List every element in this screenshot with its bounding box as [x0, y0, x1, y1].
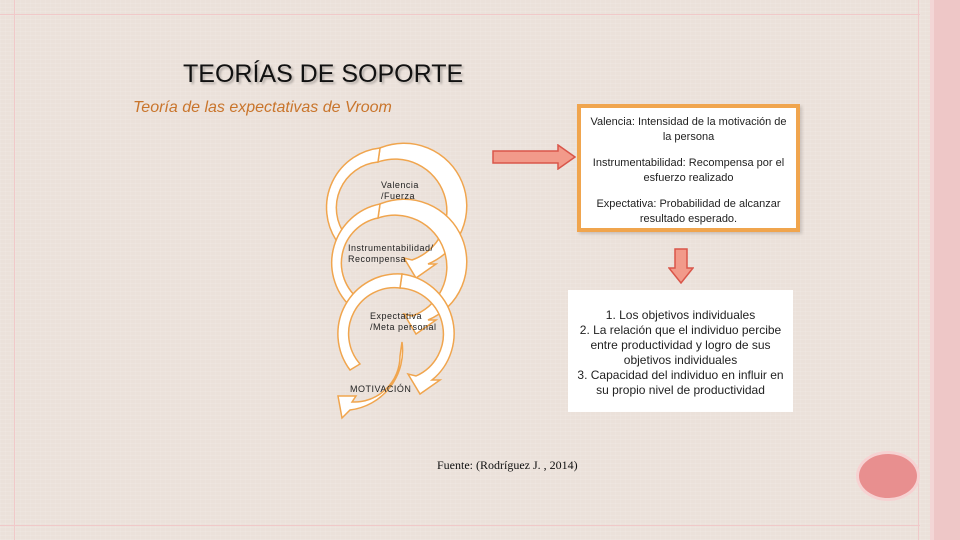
slide-title: TEORÍAS DE SOPORTE	[183, 60, 464, 88]
arrow-right-icon	[492, 144, 576, 170]
frame-line-bottom	[0, 525, 920, 526]
cycle-label-expectativa: Expectativa /Meta personal	[370, 311, 437, 332]
cycle-label-motivacion: MOTIVACIÓN	[350, 384, 412, 394]
frame-line-right	[918, 0, 919, 540]
cycle-label-instrumentabilidad: Instrumentabilidad/ Recompensa	[348, 243, 434, 264]
definition-instrumentabilidad: Instrumentabilidad: Recompensa por el esfuerzo realizado	[592, 157, 785, 184]
definition-expectativa: Expectativa: Probabilidad de alcanzar resultado esperado.	[596, 198, 781, 225]
frame-line-left	[14, 0, 15, 540]
definitions-box	[577, 104, 800, 232]
outcome-item-1: 1. Los objetivos individuales	[605, 308, 756, 322]
outcomes-box	[568, 290, 793, 412]
outcome-item-2: 2. La relación que el individuo percibe entre productividad y logro de sus objetivos individuales	[579, 323, 782, 367]
cycle-label-valencia: Valencia /Fuerza	[381, 180, 419, 201]
arrow-down-icon	[668, 248, 694, 284]
outcome-item-3: 3. Capacidad del individuo en influir en su propio nivel de productividad	[577, 368, 784, 397]
outcomes-list	[572, 308, 789, 398]
frame-line-top	[0, 14, 920, 15]
source-citation: Fuente: (Rodríguez J. , 2014)	[437, 458, 578, 472]
slide-subtitle: Teoría de las expectativas de Vroom	[133, 99, 392, 116]
decorative-circle	[856, 451, 920, 501]
definition-valencia: Valencia: Intensidad de la motivación de la persona	[590, 116, 787, 143]
decorative-right-band	[930, 0, 960, 540]
